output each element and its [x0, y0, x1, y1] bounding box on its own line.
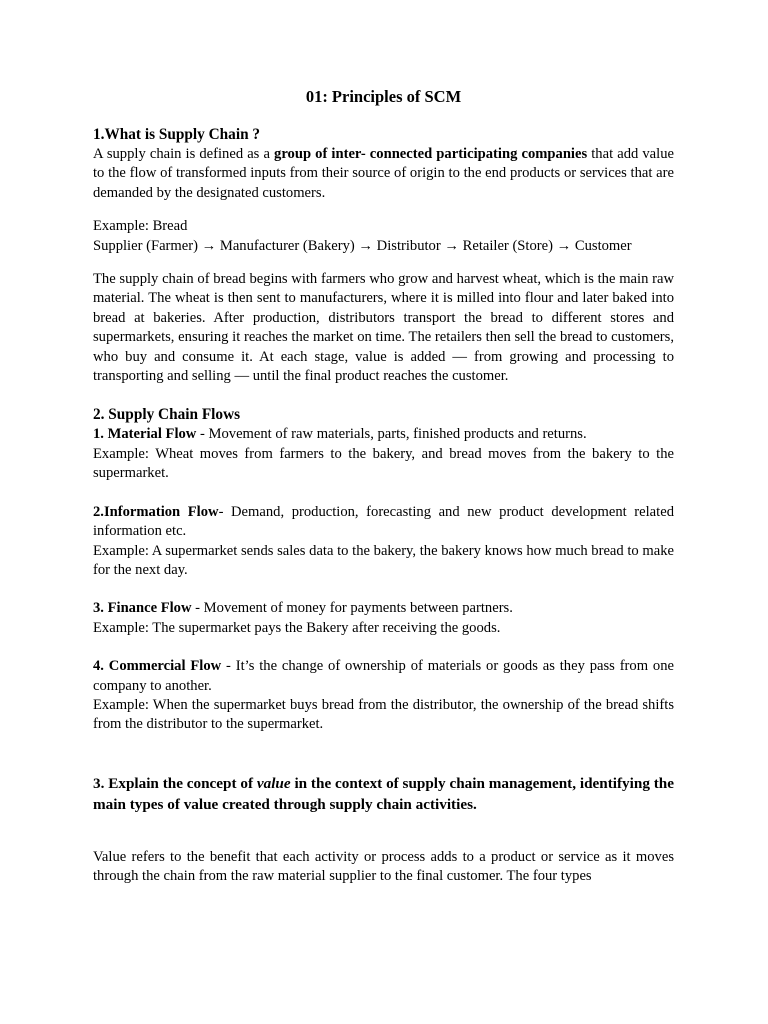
flow-example: Example: A supermarket sends sales data to the bakery, the bakery knows how much bread to make for the next day.: [93, 542, 674, 578]
flow-description: [93, 599, 674, 618]
flow-desc-text: - Movement of raw materials, parts, finished products and returns.: [196, 426, 587, 443]
flow-example: Example: When the supermarket buys bread from the distributor, the ownership of the bread shifts from the distributor to the supermarket.: [93, 696, 674, 733]
definition-rest: that add value to the flow of transformed inputs from their source of origin to the end products or services that are demanded by the designated customers.: [93, 146, 674, 201]
flow-name: 3. Finance Flow: [93, 600, 192, 617]
definition-emphasis: group of inter- connected participating companies: [274, 146, 588, 162]
document-page: [93, 86, 674, 887]
definition-intro: A supply chain is defined as a: [93, 146, 275, 162]
flow-name: 4. Commercial Flow: [93, 658, 222, 675]
flow-finance: [93, 599, 674, 638]
flow-information: [93, 503, 674, 581]
flow-example: Example: The supermarket pays the Bakery after receiving the goods.: [93, 619, 501, 636]
flow-name: 2.Information Flow: [93, 503, 219, 520]
flow-desc-text: - It’s the change of ownership of materials or goods as they pass from one company to another.: [93, 658, 674, 694]
supply-chain-sequence: Supplier (Farmer) → Manufacturer (Bakery) → Distributor → Retailer (Store) → Customer: [93, 237, 632, 254]
supply-chain-definition: [93, 145, 674, 203]
flow-desc-text: - Movement of money for payments between partners.: [191, 600, 513, 617]
section-3-question: [93, 773, 674, 815]
flow-name: 1. Material Flow: [93, 426, 197, 443]
section-1-heading: 1.What is Supply Chain ?: [93, 126, 261, 143]
flow-desc-text: - Demand, production, forecasting and new product development related information etc.: [93, 503, 674, 540]
question-intro: 3. Explain the concept of: [93, 774, 257, 792]
example-label: Example: Bread: [93, 218, 188, 235]
question-emphasis: value: [256, 774, 291, 792]
section-2-heading: 2. Supply Chain Flows: [93, 406, 241, 424]
flow-description: [93, 657, 674, 696]
page-title: 01: Principles of SCM: [305, 87, 462, 106]
flow-commercial: [93, 657, 674, 735]
flow-description: [93, 503, 674, 542]
flow-description: [93, 425, 674, 444]
bread-explanation: The supply chain of bread begins with farmers who grow and harvest wheat, which is the main raw material. The wheat is then sent to manufacturers, where it is milled into flour and later baked into bread at bakeries. After production, distributors transport the bread to different stores and supermarkets, ensuring it reaches the market on time. The retailers then sell the bread to customers, who buy and consume it. At each stage, value is added — from growing and processing to transporting and selling — until the final product reaches the customer.: [93, 271, 674, 385]
flow-example: Example: Wheat moves from farmers to the bakery, and bread moves from the bakery to the supermarket.: [93, 445, 674, 482]
flow-material: [93, 425, 674, 483]
question-rest: in the context of supply chain management, identifying the main types of value created through supply chain activities.: [93, 774, 674, 813]
value-answer: Value refers to the benefit that each activity or process adds to a product or service as it moves through the chain from the raw material supplier to the final customer. The four types: [93, 848, 674, 885]
